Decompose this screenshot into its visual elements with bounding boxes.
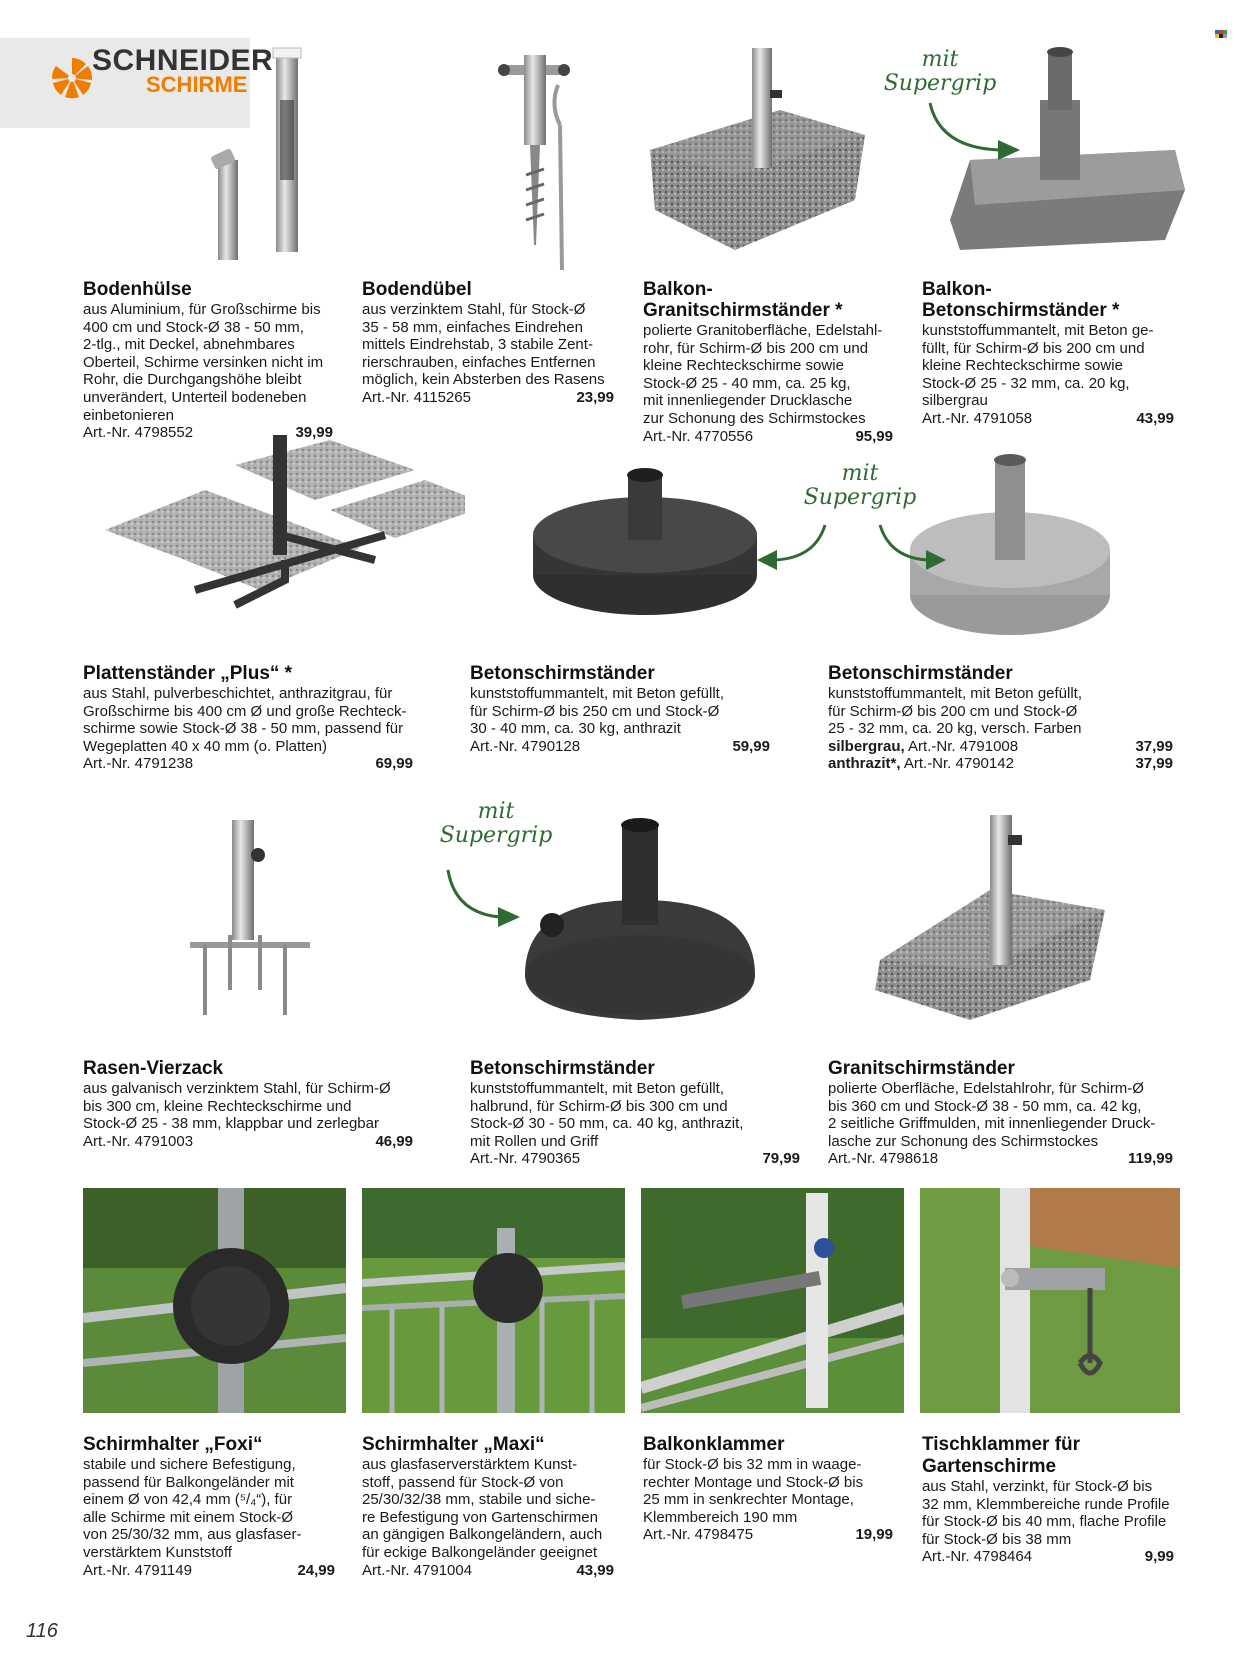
price: 9,99	[1144, 1548, 1174, 1566]
article-number: Art.-Nr. 4791003	[83, 1132, 194, 1150]
product-desc-line: füllt, für Schirm-Ø bis 200 cm und	[922, 339, 1145, 357]
product-desc-line: Oberteil, Schirme versinken nicht im	[83, 353, 324, 371]
product-desc-line: kunststoffummantelt, mit Beton gefüllt,	[470, 685, 725, 702]
product-granitschirmstaender	[828, 1058, 1173, 1168]
photo-schirmhalter-maxi	[362, 1188, 625, 1413]
product-desc-line: passend für Balkongeländer mit	[83, 1473, 294, 1491]
article-number: Art.-Nr. 4791058	[922, 409, 1033, 427]
price: 46,99	[375, 1132, 413, 1150]
article-number: Art.-Nr. 4798618	[828, 1150, 939, 1168]
article-number: Art.-Nr. 4798464	[922, 1548, 1033, 1566]
product-image-bodenhuelse	[200, 40, 310, 270]
product-desc-line: verstärktem Kunststoff	[83, 1543, 232, 1561]
brand-logo-icon	[50, 56, 94, 100]
price: 79,99	[762, 1150, 800, 1168]
product-desc-line: 32 mm, Klemmbereiche runde Profile	[922, 1495, 1170, 1513]
supergrip-badge	[436, 800, 556, 848]
product-title: Betonschirmständer	[470, 663, 655, 684]
price: 37,99	[1135, 755, 1173, 773]
brand-name: SCHNEIDER	[92, 44, 274, 77]
product-desc-line: schirme sowie Stock-Ø 38 - 50 mm, passend für	[83, 720, 404, 738]
product-betonschirmstaender-30kg	[470, 663, 770, 755]
product-desc-line: aus Stahl, pulverbeschichtet, anthrazitgrau, für	[83, 685, 393, 702]
product-desc-line: 30 - 40 mm, ca. 30 kg, anthrazit	[470, 720, 681, 738]
product-title: Bodendübel	[362, 279, 472, 300]
product-desc-line: kleine Rechteckschirme sowie	[643, 357, 844, 375]
supergrip-arrow-icon	[920, 98, 1030, 168]
brand-subname: SCHIRME	[146, 72, 248, 97]
product-desc-line: Stock-Ø 30 - 50 mm, ca. 40 kg, anthrazit,	[470, 1115, 744, 1133]
product-desc-line: polierte Granitoberfläche, Edelstahl-	[643, 322, 883, 339]
product-desc-line: aus verzinktem Stahl, für Stock-Ø	[362, 301, 586, 318]
supergrip-text-top: mit	[841, 461, 879, 486]
product-title: Balkon-Granitschirmständer *	[643, 279, 843, 321]
price: 119,99	[1127, 1150, 1173, 1168]
product-title: Granitschirmständer	[828, 1058, 1015, 1079]
product-balkon-granitschirmstaender	[643, 279, 893, 445]
price: 43,99	[1136, 409, 1174, 427]
product-desc-line: 25/30/32/38 mm, stabile und siche-	[362, 1491, 596, 1509]
article-number: Art.-Nr. 4791004	[362, 1561, 473, 1579]
product-desc-line: für Stock-Ø bis 40 mm, flache Profile	[922, 1513, 1167, 1531]
article-number: Art.-Nr. 4790365	[470, 1150, 581, 1168]
product-desc-line: unverändert, Unterteil bodeneben	[83, 388, 307, 406]
product-desc-line: aus Stahl, verzinkt, für Stock-Ø bis	[922, 1478, 1153, 1495]
variant-label: anthrazit*,	[828, 755, 901, 773]
price: 39,99	[295, 424, 333, 442]
product-title: Schirmhalter „Maxi“	[362, 1434, 545, 1455]
photo-tischklammer	[920, 1188, 1180, 1413]
product-title: Betonschirmständer	[828, 663, 1013, 684]
article-number: Art.-Nr. 4115265	[362, 388, 471, 406]
product-bodenhuelse	[83, 279, 333, 442]
product-betonschirmstaender-20kg	[828, 663, 1173, 773]
product-title: Rasen-Vierzack	[83, 1058, 224, 1079]
price: 23,99	[576, 388, 614, 406]
article-number: Art.-Nr. 4770556	[643, 427, 754, 445]
product-desc-line: 2 seitliche Griffmulden, mit innenliegender Druck-	[828, 1115, 1156, 1133]
product-title: Tischklammer für	[922, 1434, 1081, 1455]
product-title: Plattenständer „Plus“ *	[83, 663, 293, 684]
product-desc-line: aus Aluminium, für Großschirme bis	[83, 301, 321, 318]
product-desc-line: für Schirm-Ø bis 250 cm und Stock-Ø	[470, 702, 720, 720]
product-desc-line: lasche zur Schonung des Schirmstockes	[828, 1132, 1099, 1150]
supergrip-text-bottom: Supergrip	[803, 485, 917, 510]
article-number: Art.-Nr. 4791008	[904, 737, 1019, 755]
product-image-bodenduebel	[490, 45, 610, 275]
product-desc-line: Großschirme bis 400 cm Ø und große Rechteck-	[83, 702, 407, 720]
product-desc-line: re Befestigung von Gartenschirmen	[362, 1508, 598, 1526]
price: 59,99	[732, 737, 770, 755]
supergrip-arrow-icon	[755, 520, 835, 580]
product-desc-line: rierschrauben, einfaches Entfernen	[362, 353, 596, 371]
product-desc-line: für Stock-Ø bis 38 mm	[922, 1530, 1072, 1548]
supergrip-text-bottom: Supergrip	[439, 823, 553, 848]
product-desc-line: Stock-Ø 25 - 40 mm, ca. 25 kg,	[643, 374, 851, 392]
product-plattenstaender-plus	[83, 663, 413, 773]
product-desc-line: bis 360 cm und Stock-Ø 38 - 50 mm, ca. 42 kg,	[828, 1097, 1142, 1115]
color-registration-mark-icon	[1215, 30, 1227, 38]
product-desc-line: 2-tlg., mit Deckel, abnehmbares	[83, 336, 295, 354]
product-desc-line: halbrund, für Schirm-Ø bis 300 cm und	[470, 1097, 728, 1115]
product-desc-line: Stock-Ø 25 - 32 mm, ca. 20 kg,	[922, 374, 1130, 392]
product-desc-line: Stock-Ø 25 - 38 mm, klappbar und zerlegbar	[83, 1115, 379, 1133]
product-title: Balkonklammer	[643, 1434, 785, 1455]
product-desc-line: mit innenliegender Drucklasche	[643, 392, 853, 410]
product-image-granitschirmstaender	[860, 810, 1120, 1025]
product-title: Betonschirmständer	[470, 1058, 655, 1079]
product-desc-line: kunststoffummantelt, mit Beton gefüllt,	[470, 1080, 725, 1097]
variant-label: silbergrau,	[828, 737, 905, 755]
product-balkon-betonschirmstaender	[922, 279, 1174, 428]
product-desc-line: möglich, kein Absterben des Rasens	[362, 371, 605, 389]
product-desc-line: stoff, passend für Stock-Ø von	[362, 1473, 564, 1491]
product-desc-line: für Schirm-Ø bis 200 cm und Stock-Ø	[828, 702, 1078, 720]
product-schirmhalter-maxi	[362, 1434, 614, 1579]
product-desc-line: 35 - 58 mm, einfaches Eindrehen	[362, 318, 583, 336]
product-desc-line: aus galvanisch verzinktem Stahl, für Schirm-Ø	[83, 1080, 391, 1097]
product-desc-line: zur Schonung des Schirmstockes	[643, 409, 866, 427]
price: 24,99	[297, 1561, 335, 1579]
photo-schirmhalter-foxi	[83, 1188, 346, 1413]
product-desc-line: von 25/30/32 mm, aus glasfaser-	[83, 1526, 302, 1544]
article-number: Art.-Nr. 4790142	[900, 755, 1014, 773]
price: 69,99	[375, 755, 413, 773]
product-image-rasen-vierzack	[180, 815, 320, 1025]
product-bodenduebel	[362, 279, 614, 407]
product-desc-line: Wegeplatten 40 x 40 mm (o. Platten)	[83, 737, 328, 755]
product-desc-line: polierte Oberfläche, Edelstahlrohr, für Schirm-Ø	[828, 1080, 1144, 1097]
product-schirmhalter-foxi	[83, 1434, 335, 1579]
product-desc-line: kunststoffummantelt, mit Beton ge-	[922, 322, 1154, 339]
product-desc-line: 400 cm und Stock-Ø 38 - 50 mm,	[83, 318, 304, 336]
product-desc-line: rohr, für Schirm-Ø bis 200 cm und	[643, 339, 869, 357]
supergrip-text-top: mit	[477, 799, 515, 824]
product-desc-line: einbetonieren	[83, 406, 174, 424]
product-title: Schirmhalter „Foxi“	[83, 1434, 263, 1455]
product-balkonklammer	[643, 1434, 893, 1544]
product-desc-line: stabile und sichere Befestigung,	[83, 1456, 296, 1473]
product-desc-line: für eckige Balkongeländer geeignet	[362, 1543, 598, 1561]
product-image-balkon-granitschirmstaender	[640, 40, 870, 265]
product-desc-line: mittels Eindrehstab, 3 stabile Zent-	[362, 336, 593, 354]
product-image-plattenstaender	[85, 430, 465, 630]
supergrip-arrow-icon	[440, 865, 530, 935]
product-desc-line: Rohr, die Durchgangshöhe bleibt	[83, 371, 302, 389]
product-desc-line: mit Rollen und Griff	[470, 1132, 599, 1150]
article-number: Art.-Nr. 4790128	[470, 737, 581, 755]
product-betonschirmstaender-halbrund	[470, 1058, 800, 1168]
page-number: 116	[26, 1620, 58, 1642]
product-desc-line: alle Schirme mit einem Stock-Ø	[83, 1508, 294, 1526]
product-desc-line: Klemmbereich 190 mm	[643, 1508, 798, 1526]
product-desc-line: an gängigen Balkongeländern, auch	[362, 1526, 603, 1544]
article-number: Art.-Nr. 4798552	[83, 424, 194, 442]
price: 19,99	[855, 1526, 893, 1544]
product-rasen-vierzack	[83, 1058, 413, 1150]
product-desc-line: kunststoffummantelt, mit Beton gefüllt,	[828, 685, 1083, 702]
photo-balkonklammer	[641, 1188, 904, 1413]
article-number: Art.-Nr. 4791149	[83, 1561, 192, 1579]
product-desc-line: 25 mm in senkrechter Montage,	[643, 1491, 854, 1509]
product-image-betonschirmstaender-anthrazit	[530, 455, 760, 620]
supergrip-arrow-icon	[870, 520, 950, 580]
product-desc-line: bis 300 cm, kleine Rechteckschirme und	[83, 1097, 352, 1115]
product-desc-line: 25 - 32 mm, ca. 20 kg, versch. Farben	[828, 720, 1082, 738]
article-number: Art.-Nr. 4798475	[643, 1526, 754, 1544]
product-desc-line: einem Ø von 42,4 mm (⁵/₄“), für	[83, 1491, 293, 1509]
supergrip-badge	[880, 48, 1000, 96]
product-desc-line: aus glasfaserverstärktem Kunst-	[362, 1456, 578, 1473]
supergrip-badge	[800, 462, 920, 510]
product-desc-line: rechter Montage und Stock-Ø bis	[643, 1473, 864, 1491]
product-desc-line: für Stock-Ø bis 32 mm in waage-	[643, 1456, 862, 1473]
price: 43,99	[576, 1561, 614, 1579]
product-tischklammer	[922, 1434, 1174, 1566]
product-desc-line: kleine Rechteckschirme sowie	[922, 357, 1123, 375]
price: 37,99	[1135, 737, 1173, 755]
price: 95,99	[855, 427, 893, 445]
article-number: Art.-Nr. 4791238	[83, 755, 194, 773]
product-title: Balkon-Betonschirmständer *	[922, 279, 1120, 321]
supergrip-text-bottom: Supergrip	[883, 71, 997, 96]
product-title-line2: Gartenschirme	[922, 1456, 1057, 1477]
product-desc-line: silbergrau	[922, 392, 988, 410]
product-title: Bodenhülse	[83, 279, 192, 300]
supergrip-text-top: mit	[921, 47, 959, 72]
